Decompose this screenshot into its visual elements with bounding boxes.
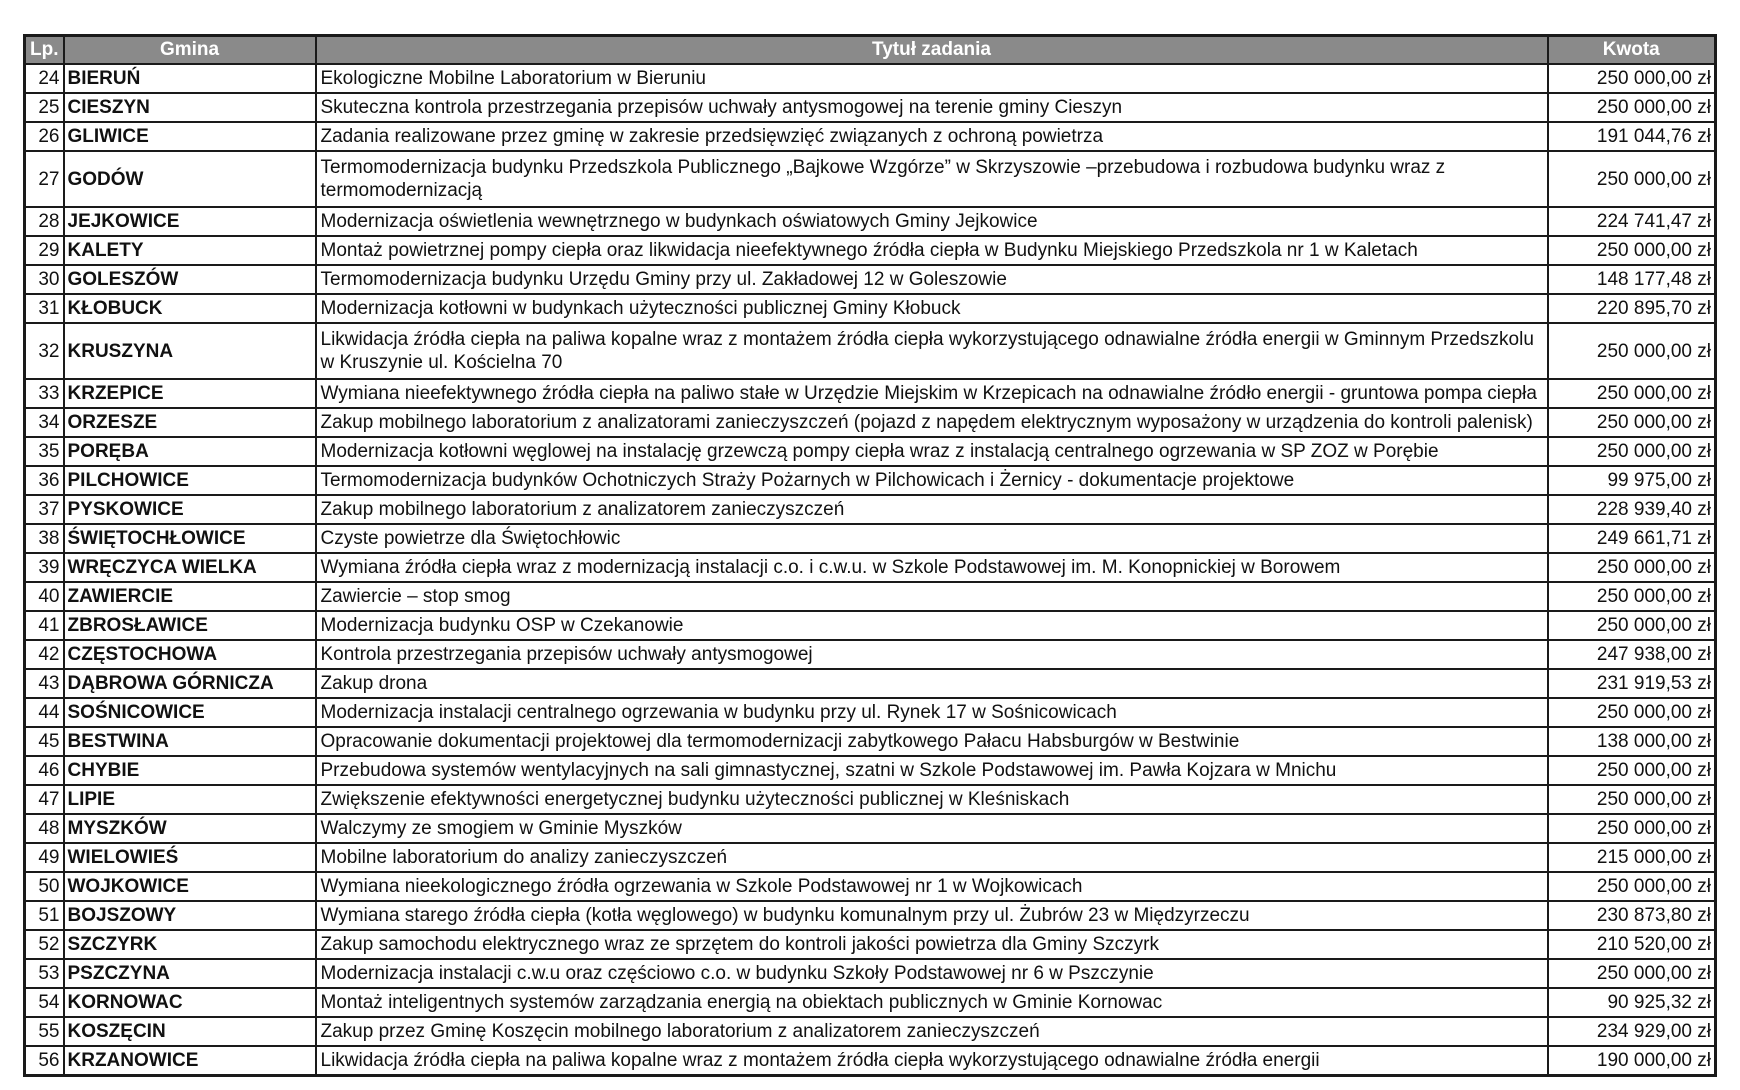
- row-kwota-cell: 99 975,00 zł: [1548, 466, 1716, 495]
- row-title-cell: Montaż inteligentnych systemów zarządzania energią na obiektach publicznych w Gminie Kornowac: [316, 988, 1548, 1017]
- row-gmina-cell: BIERUŃ: [64, 64, 316, 93]
- row-lp-cell: 47: [25, 785, 64, 814]
- row-lp-cell: 33: [25, 379, 64, 408]
- row-gmina-cell: ŚWIĘTOCHŁOWICE: [64, 524, 316, 553]
- table-row: [25, 611, 1716, 640]
- row-lp-cell: 55: [25, 1017, 64, 1046]
- row-kwota-cell: 220 895,70 zł: [1548, 294, 1716, 323]
- row-kwota-cell: 148 177,48 zł: [1548, 265, 1716, 294]
- row-title-cell: Zakup przez Gminę Koszęcin mobilnego laboratorium z analizatorem zanieczyszczeń: [316, 1017, 1548, 1046]
- header-kwota: Kwota: [1548, 36, 1716, 65]
- row-gmina-cell: PYSKOWICE: [64, 495, 316, 524]
- header-title: Tytuł zadania: [316, 36, 1548, 65]
- row-gmina-cell: CIESZYN: [64, 93, 316, 122]
- row-lp-cell: 37: [25, 495, 64, 524]
- table-row: [25, 553, 1716, 582]
- table-header: [25, 36, 1716, 65]
- row-lp-cell: 28: [25, 207, 64, 236]
- table-row: [25, 265, 1716, 294]
- table-row: [25, 930, 1716, 959]
- table-row: [25, 408, 1716, 437]
- row-kwota-cell: 250 000,00 zł: [1548, 379, 1716, 408]
- row-title-cell: Likwidacja źródła ciepła na paliwa kopalne wraz z montażem źródła ciepła wykorzystującego odnawialne źródła energii: [316, 1046, 1548, 1076]
- row-gmina-cell: WIELOWIEŚ: [64, 843, 316, 872]
- row-lp-cell: 49: [25, 843, 64, 872]
- row-kwota-cell: 250 000,00 zł: [1548, 408, 1716, 437]
- row-gmina-cell: DĄBROWA GÓRNICZA: [64, 669, 316, 698]
- row-lp-cell: 40: [25, 582, 64, 611]
- table-row: [25, 524, 1716, 553]
- row-gmina-cell: CHYBIE: [64, 756, 316, 785]
- row-title-cell: Zakup samochodu elektrycznego wraz ze sprzętem do kontroli jakości powietrza dla Gminy Szczyrk: [316, 930, 1548, 959]
- table-row: [25, 207, 1716, 236]
- header-lp: Lp.: [25, 36, 64, 65]
- table-row: [25, 1017, 1716, 1046]
- row-gmina-cell: ZAWIERCIE: [64, 582, 316, 611]
- row-kwota-cell: 138 000,00 zł: [1548, 727, 1716, 756]
- row-gmina-cell: KORNOWAC: [64, 988, 316, 1017]
- row-kwota-cell: 190 000,00 zł: [1548, 1046, 1716, 1076]
- table-row: [25, 785, 1716, 814]
- row-gmina-cell: SZCZYRK: [64, 930, 316, 959]
- row-gmina-cell: KŁOBUCK: [64, 294, 316, 323]
- row-lp-cell: 38: [25, 524, 64, 553]
- row-kwota-cell: 231 919,53 zł: [1548, 669, 1716, 698]
- row-title-cell: Wymiana nieekologicznego źródła ogrzewania w Szkole Podstawowej nr 1 w Wojkowicach: [316, 872, 1548, 901]
- row-gmina-cell: BESTWINA: [64, 727, 316, 756]
- table-row: [25, 727, 1716, 756]
- row-kwota-cell: 250 000,00 zł: [1548, 756, 1716, 785]
- row-title-cell: Zakup mobilnego laboratorium z analizatorami zanieczyszczeń (pojazd z napędem elektrycznym wyposażony w urządzenia do kontroli palenisk): [316, 408, 1548, 437]
- row-lp-cell: 44: [25, 698, 64, 727]
- row-gmina-cell: KRZANOWICE: [64, 1046, 316, 1076]
- row-lp-cell: 24: [25, 64, 64, 93]
- table-row: [25, 582, 1716, 611]
- row-kwota-cell: 247 938,00 zł: [1548, 640, 1716, 669]
- table-row: [25, 323, 1716, 379]
- row-title-cell: Zadania realizowane przez gminę w zakresie przedsięwzięć związanych z ochroną powietrza: [316, 122, 1548, 151]
- header-gmina: Gmina: [64, 36, 316, 65]
- row-title-cell: Modernizacja kotłowni węglowej na instalację grzewczą pompy ciepła wraz z instalacją centralnego ogrzewania w SP ZOZ w Porębie: [316, 437, 1548, 466]
- table-row: [25, 901, 1716, 930]
- row-title-cell: Modernizacja instalacji centralnego ogrzewania w budynku przy ul. Rynek 17 w Sośnicowicach: [316, 698, 1548, 727]
- row-kwota-cell: 228 939,40 zł: [1548, 495, 1716, 524]
- row-lp-cell: 51: [25, 901, 64, 930]
- row-lp-cell: 25: [25, 93, 64, 122]
- table-row: [25, 814, 1716, 843]
- row-title-cell: Modernizacja kotłowni w budynkach użyteczności publicznej Gminy Kłobuck: [316, 294, 1548, 323]
- row-gmina-cell: GOLESZÓW: [64, 265, 316, 294]
- table-row: [25, 698, 1716, 727]
- row-lp-cell: 52: [25, 930, 64, 959]
- row-lp-cell: 35: [25, 437, 64, 466]
- table-row: [25, 669, 1716, 698]
- row-gmina-cell: KRUSZYNA: [64, 323, 316, 379]
- table-row: [25, 64, 1716, 93]
- table-row: [25, 495, 1716, 524]
- row-lp-cell: 56: [25, 1046, 64, 1076]
- table-row: [25, 1046, 1716, 1076]
- row-kwota-cell: 250 000,00 zł: [1548, 814, 1716, 843]
- row-lp-cell: 30: [25, 265, 64, 294]
- row-kwota-cell: 250 000,00 zł: [1548, 872, 1716, 901]
- row-kwota-cell: 250 000,00 zł: [1548, 785, 1716, 814]
- row-gmina-cell: WRĘCZYCA WIELKA: [64, 553, 316, 582]
- table-row: [25, 236, 1716, 265]
- row-gmina-cell: SOŚNICOWICE: [64, 698, 316, 727]
- row-title-cell: Modernizacja instalacji c.w.u oraz częściowo c.o. w budynku Szkoły Podstawowej nr 6 w Pszczynie: [316, 959, 1548, 988]
- row-lp-cell: 53: [25, 959, 64, 988]
- row-kwota-cell: 249 661,71 zł: [1548, 524, 1716, 553]
- row-kwota-cell: 250 000,00 zł: [1548, 553, 1716, 582]
- row-kwota-cell: 250 000,00 zł: [1548, 323, 1716, 379]
- row-title-cell: Wymiana starego źródła ciepła (kotła węglowego) w budynku komunalnym przy ul. Żubrów 23 w Międzyrzeczu: [316, 901, 1548, 930]
- row-lp-cell: 34: [25, 408, 64, 437]
- row-lp-cell: 26: [25, 122, 64, 151]
- row-title-cell: Likwidacja źródła ciepła na paliwa kopalne wraz z montażem źródła ciepła wykorzystującego odnawialne źródła energii w Gminnym Przedszkolu w Kruszynie ul. Kościelna 70: [316, 323, 1548, 379]
- row-title-cell: Mobilne laboratorium do analizy zanieczyszczeń: [316, 843, 1548, 872]
- row-title-cell: Zwiększenie efektywności energetycznej budynku użyteczności publicznej w Kleśniskach: [316, 785, 1548, 814]
- row-lp-cell: 42: [25, 640, 64, 669]
- row-title-cell: Opracowanie dokumentacji projektowej dla termomodernizacji zabytkowego Pałacu Habsburgów w Bestwinie: [316, 727, 1548, 756]
- table-row: [25, 151, 1716, 207]
- row-title-cell: Termomodernizacja budynków Ochotniczych Straży Pożarnych w Pilchowicach i Żernicy - dokumentacje projektowe: [316, 466, 1548, 495]
- table-row: [25, 437, 1716, 466]
- row-lp-cell: 31: [25, 294, 64, 323]
- row-kwota-cell: 250 000,00 zł: [1548, 437, 1716, 466]
- table-row: [25, 756, 1716, 785]
- row-kwota-cell: 234 929,00 zł: [1548, 1017, 1716, 1046]
- row-kwota-cell: 250 000,00 zł: [1548, 698, 1716, 727]
- grants-table: [23, 34, 1717, 1077]
- row-gmina-cell: PORĘBA: [64, 437, 316, 466]
- row-kwota-cell: 250 000,00 zł: [1548, 64, 1716, 93]
- row-kwota-cell: 90 925,32 zł: [1548, 988, 1716, 1017]
- row-kwota-cell: 191 044,76 zł: [1548, 122, 1716, 151]
- table-row: [25, 843, 1716, 872]
- row-kwota-cell: 215 000,00 zł: [1548, 843, 1716, 872]
- row-lp-cell: 27: [25, 151, 64, 207]
- row-lp-cell: 32: [25, 323, 64, 379]
- row-title-cell: Wymiana źródła ciepła wraz z modernizacją instalacji c.o. i c.w.u. w Szkole Podstawowej im. M. Konopnickiej w Borowem: [316, 553, 1548, 582]
- row-title-cell: Zakup drona: [316, 669, 1548, 698]
- row-gmina-cell: KALETY: [64, 236, 316, 265]
- row-kwota-cell: 250 000,00 zł: [1548, 582, 1716, 611]
- table-row: [25, 872, 1716, 901]
- row-kwota-cell: 250 000,00 zł: [1548, 151, 1716, 207]
- row-lp-cell: 39: [25, 553, 64, 582]
- row-lp-cell: 54: [25, 988, 64, 1017]
- row-kwota-cell: 230 873,80 zł: [1548, 901, 1716, 930]
- table-body: [25, 64, 1716, 1076]
- row-title-cell: Zakup mobilnego laboratorium z analizatorem zanieczyszczeń: [316, 495, 1548, 524]
- row-gmina-cell: GLIWICE: [64, 122, 316, 151]
- row-kwota-cell: 250 000,00 zł: [1548, 611, 1716, 640]
- row-lp-cell: 43: [25, 669, 64, 698]
- row-gmina-cell: CZĘSTOCHOWA: [64, 640, 316, 669]
- table-row: [25, 959, 1716, 988]
- table-row: [25, 93, 1716, 122]
- row-lp-cell: 29: [25, 236, 64, 265]
- row-lp-cell: 50: [25, 872, 64, 901]
- row-lp-cell: 46: [25, 756, 64, 785]
- row-gmina-cell: ORZESZE: [64, 408, 316, 437]
- row-title-cell: Ekologiczne Mobilne Laboratorium w Bieruniu: [316, 64, 1548, 93]
- row-title-cell: Skuteczna kontrola przestrzegania przepisów uchwały antysmogowej na terenie gminy Cieszyn: [316, 93, 1548, 122]
- row-title-cell: Montaż powietrznej pompy ciepła oraz likwidacja nieefektywnego źródła ciepła w Budynku Miejskiego Przedszkola nr 1 w Kaletach: [316, 236, 1548, 265]
- header-row: [25, 36, 1716, 65]
- row-gmina-cell: BOJSZOWY: [64, 901, 316, 930]
- row-title-cell: Wymiana nieefektywnego źródła ciepła na paliwo stałe w Urzędzie Miejskim w Krzepicach na odnawialne źródło energii - gruntowa pompa ciepła: [316, 379, 1548, 408]
- row-title-cell: Kontrola przestrzegania przepisów uchwały antysmogowej: [316, 640, 1548, 669]
- row-lp-cell: 48: [25, 814, 64, 843]
- table-row: [25, 466, 1716, 495]
- row-gmina-cell: WOJKOWICE: [64, 872, 316, 901]
- document-sheet: [23, 34, 1714, 1077]
- row-kwota-cell: 250 000,00 zł: [1548, 93, 1716, 122]
- row-title-cell: Termomodernizacja budynku Urzędu Gminy przy ul. Zakładowej 12 w Goleszowie: [316, 265, 1548, 294]
- table-row: [25, 122, 1716, 151]
- row-title-cell: Walczymy ze smogiem w Gminie Myszków: [316, 814, 1548, 843]
- row-lp-cell: 41: [25, 611, 64, 640]
- row-title-cell: Czyste powietrze dla Świętochłowic: [316, 524, 1548, 553]
- row-gmina-cell: KOSZĘCIN: [64, 1017, 316, 1046]
- row-lp-cell: 36: [25, 466, 64, 495]
- row-gmina-cell: KRZEPICE: [64, 379, 316, 408]
- row-title-cell: Termomodernizacja budynku Przedszkola Publicznego „Bajkowe Wzgórze” w Skrzyszowie –przebudowa i rozbudowa budynku wraz z termomodernizacją: [316, 151, 1548, 207]
- row-kwota-cell: 250 000,00 zł: [1548, 236, 1716, 265]
- row-title-cell: Przebudowa systemów wentylacyjnych na sali gimnastycznej, szatni w Szkole Podstawowej im. Pawła Kojzara w Mnichu: [316, 756, 1548, 785]
- row-title-cell: Zawiercie – stop smog: [316, 582, 1548, 611]
- row-title-cell: Modernizacja budynku OSP w Czekanowie: [316, 611, 1548, 640]
- row-gmina-cell: PILCHOWICE: [64, 466, 316, 495]
- row-kwota-cell: 210 520,00 zł: [1548, 930, 1716, 959]
- row-kwota-cell: 250 000,00 zł: [1548, 959, 1716, 988]
- row-gmina-cell: PSZCZYNA: [64, 959, 316, 988]
- table-row: [25, 988, 1716, 1017]
- table-row: [25, 640, 1716, 669]
- row-kwota-cell: 224 741,47 zł: [1548, 207, 1716, 236]
- row-gmina-cell: MYSZKÓW: [64, 814, 316, 843]
- row-gmina-cell: ZBROSŁAWICE: [64, 611, 316, 640]
- row-gmina-cell: LIPIE: [64, 785, 316, 814]
- table-row: [25, 294, 1716, 323]
- table-row: [25, 379, 1716, 408]
- row-lp-cell: 45: [25, 727, 64, 756]
- row-gmina-cell: GODÓW: [64, 151, 316, 207]
- row-title-cell: Modernizacja oświetlenia wewnętrznego w budynkach oświatowych Gminy Jejkowice: [316, 207, 1548, 236]
- row-gmina-cell: JEJKOWICE: [64, 207, 316, 236]
